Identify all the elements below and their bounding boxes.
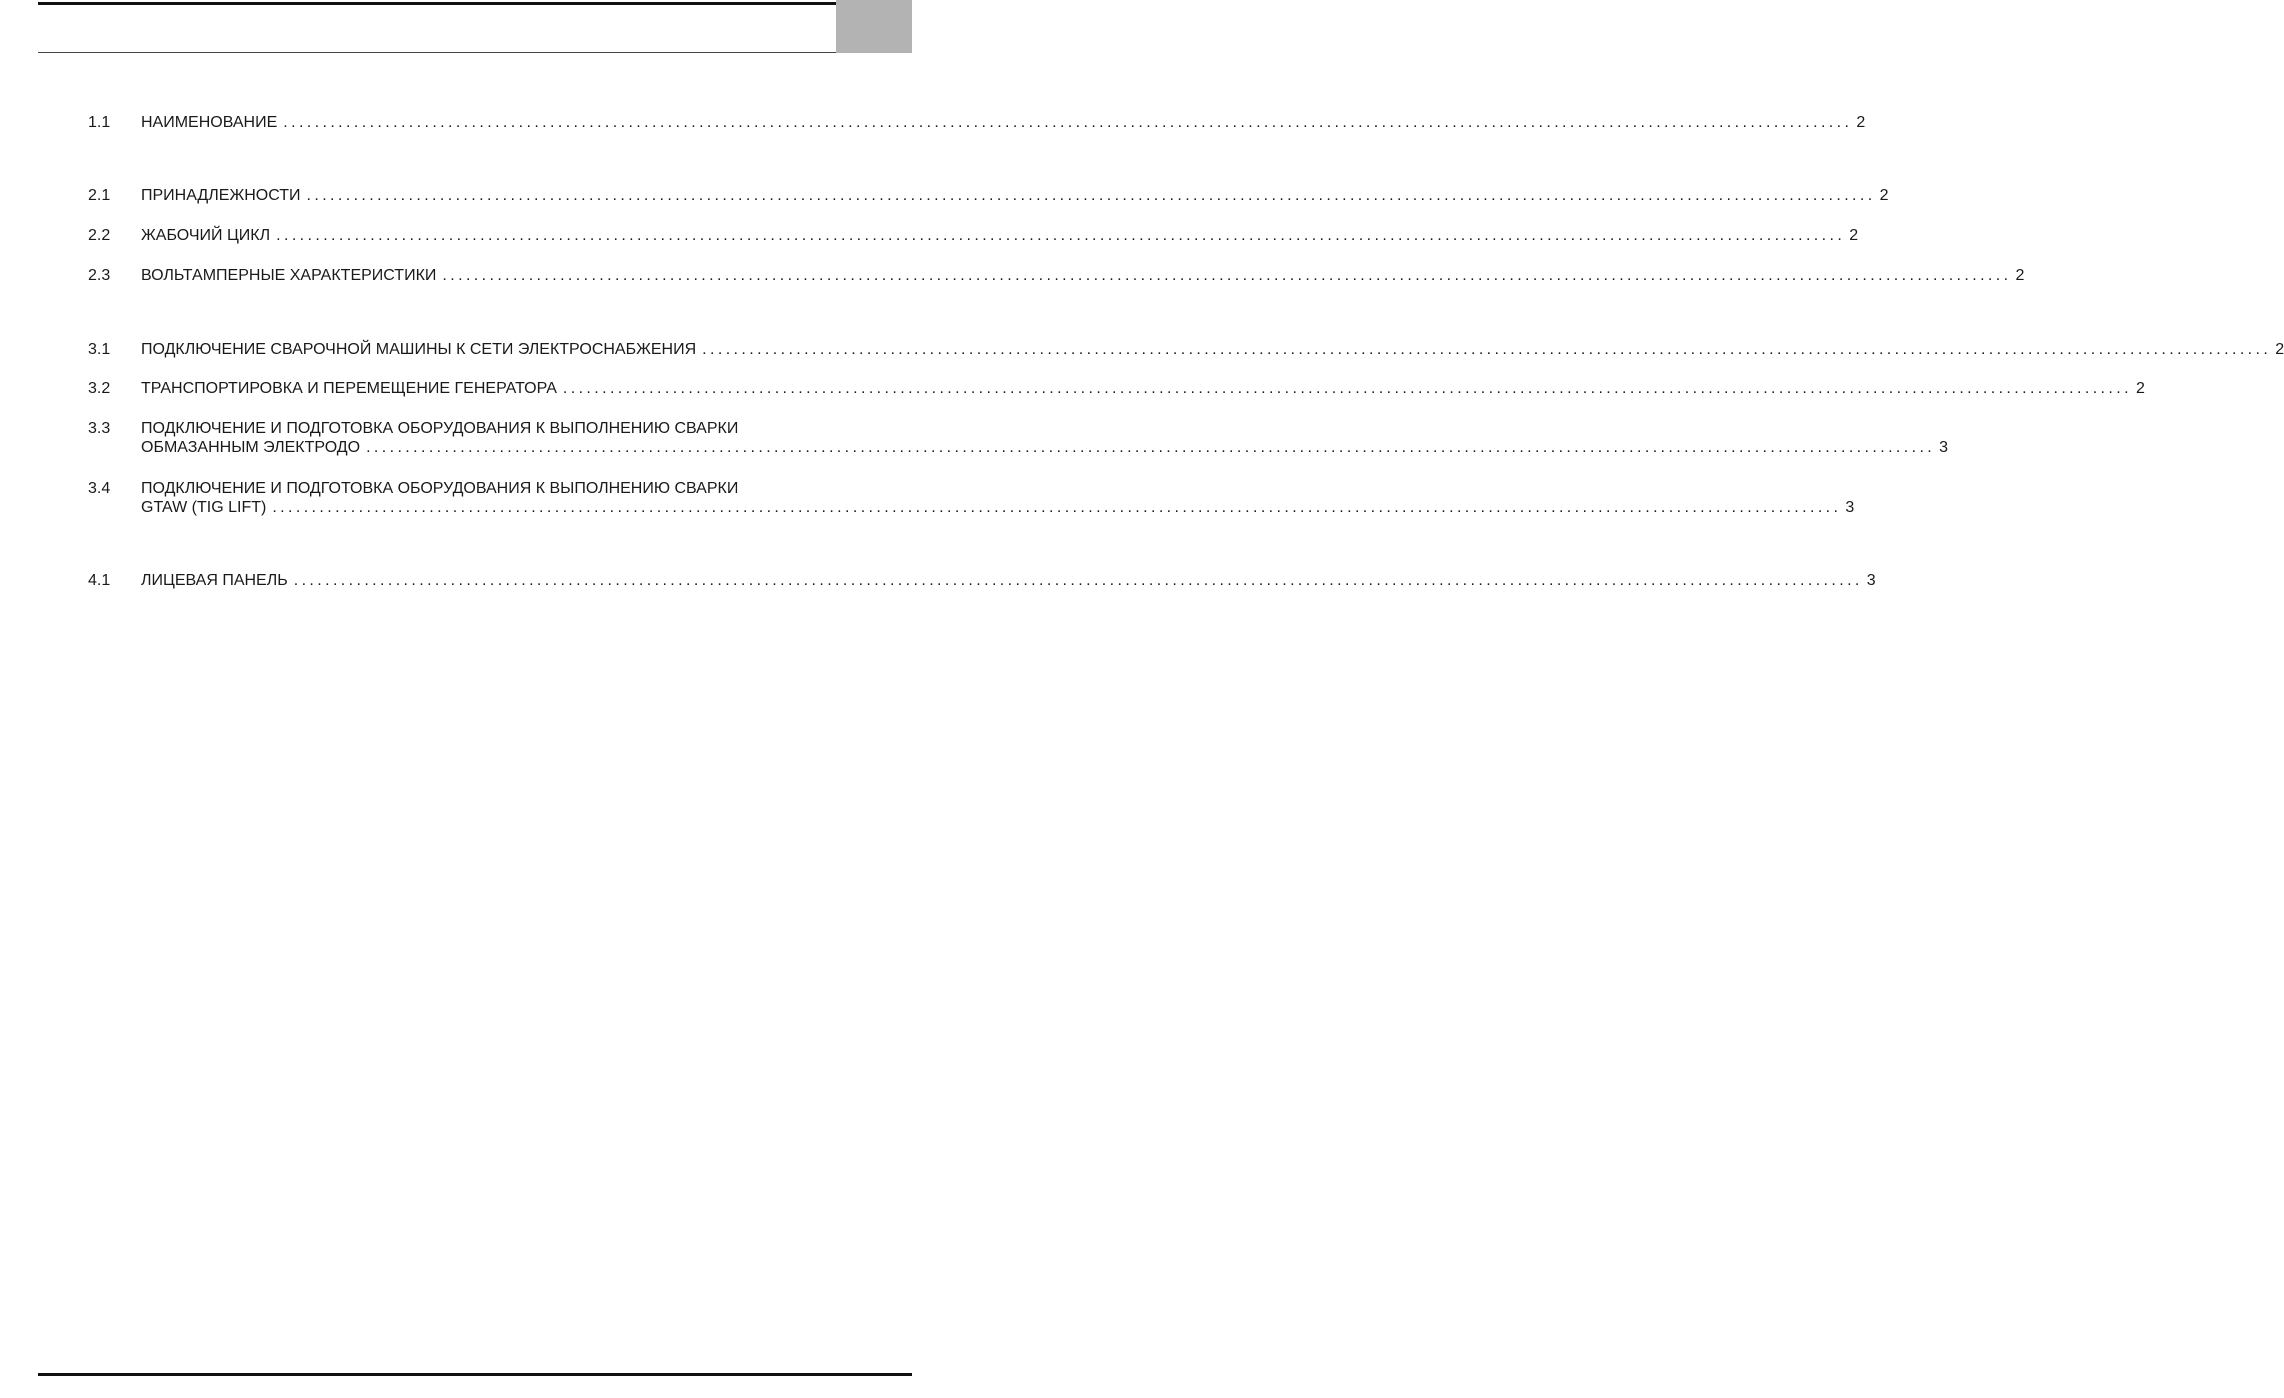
toc-entry-page: 2	[1849, 227, 1859, 244]
toc-entry-number: 1.1	[88, 114, 111, 131]
header-top-rule	[38, 2, 836, 5]
toc-entry-number: 3.4	[88, 480, 111, 497]
dot-leader: ........................................................................................................................................................................................................	[306, 187, 1876, 204]
header-page-tab	[836, 0, 912, 53]
dot-leader: ........................................................................................................................................................................................................	[366, 439, 1936, 456]
toc-entry-title: ПОДКЛЮЧЕНИЕ СВАРОЧНОЙ МАШИНЫ К СЕТИ ЭЛЕКТРОСНАБЖЕНИЯ	[141, 341, 697, 358]
toc-entry-title: ОБМАЗАННЫМ ЭЛЕКТРОДО	[141, 439, 361, 456]
toc-entry-page: 2	[1879, 187, 1889, 204]
toc-entry-page: 3	[1866, 572, 1876, 589]
toc-entry-number: 2.1	[88, 187, 111, 204]
toc-entry-title: ЛИЦЕВАЯ ПАНЕЛЬ	[141, 572, 288, 589]
header-bottom-rule	[38, 52, 836, 53]
toc-entry-title: ПРИНАДЛЕЖНОСТИ	[141, 187, 301, 204]
toc-entry-title: GTAW (TIG LIFT)	[141, 499, 267, 516]
dot-leader: ........................................................................................................................................................................................................	[276, 227, 1846, 244]
toc-entry-page: 2	[2275, 341, 2284, 358]
toc-entry-page: 3	[1845, 499, 1855, 516]
toc-entry-page: 2	[2015, 267, 2025, 284]
toc-entry-number: 2.2	[88, 227, 111, 244]
toc-entry-page: 3	[1939, 439, 1949, 456]
footer-rule	[38, 1373, 912, 1376]
toc-entry-number: 3.1	[88, 341, 111, 358]
toc-entry-number: 3.2	[88, 380, 111, 397]
dot-leader: ........................................................................................................................................................................................................	[702, 341, 2272, 358]
toc-entry-number: 4.1	[88, 572, 111, 589]
dot-leader: ........................................................................................................................................................................................................	[283, 114, 1853, 131]
toc-entry-title: ЖАБОЧИЙ ЦИКЛ	[141, 227, 271, 244]
dot-leader: ........................................................................................................................................................................................................	[272, 499, 1842, 516]
toc-entry-title: ВОЛЬТАМПЕРНЫЕ ХАРАКТЕРИСТИКИ	[141, 267, 437, 284]
dot-leader: ........................................................................................................................................................................................................	[562, 380, 2132, 397]
toc-entry-title: НАИМЕНОВАНИЕ	[141, 114, 278, 131]
toc-entry-page: 2	[1856, 114, 1866, 131]
toc-entry-number: 2.3	[88, 267, 111, 284]
dot-leader: ........................................................................................................................................................................................................	[442, 267, 2012, 284]
dot-leader: ........................................................................................................................................................................................................	[293, 572, 1863, 589]
toc-entry-title-line1: ПОДКЛЮЧЕНИЕ И ПОДГОТОВКА ОБОРУДОВАНИЯ К ВЫПОЛНЕНИЮ СВАРКИ	[141, 420, 739, 437]
toc-entry-number: 3.3	[88, 420, 111, 437]
toc-entry-title: ТРАНСПОРТИРОВКА И ПЕРЕМЕЩЕНИЕ ГЕНЕРАТОРА	[141, 380, 557, 397]
toc-entry-page: 2	[2135, 380, 2145, 397]
toc-entry-title-line1: ПОДКЛЮЧЕНИЕ И ПОДГОТОВКА ОБОРУДОВАНИЯ К ВЫПОЛНЕНИЮ СВАРКИ	[141, 480, 739, 497]
